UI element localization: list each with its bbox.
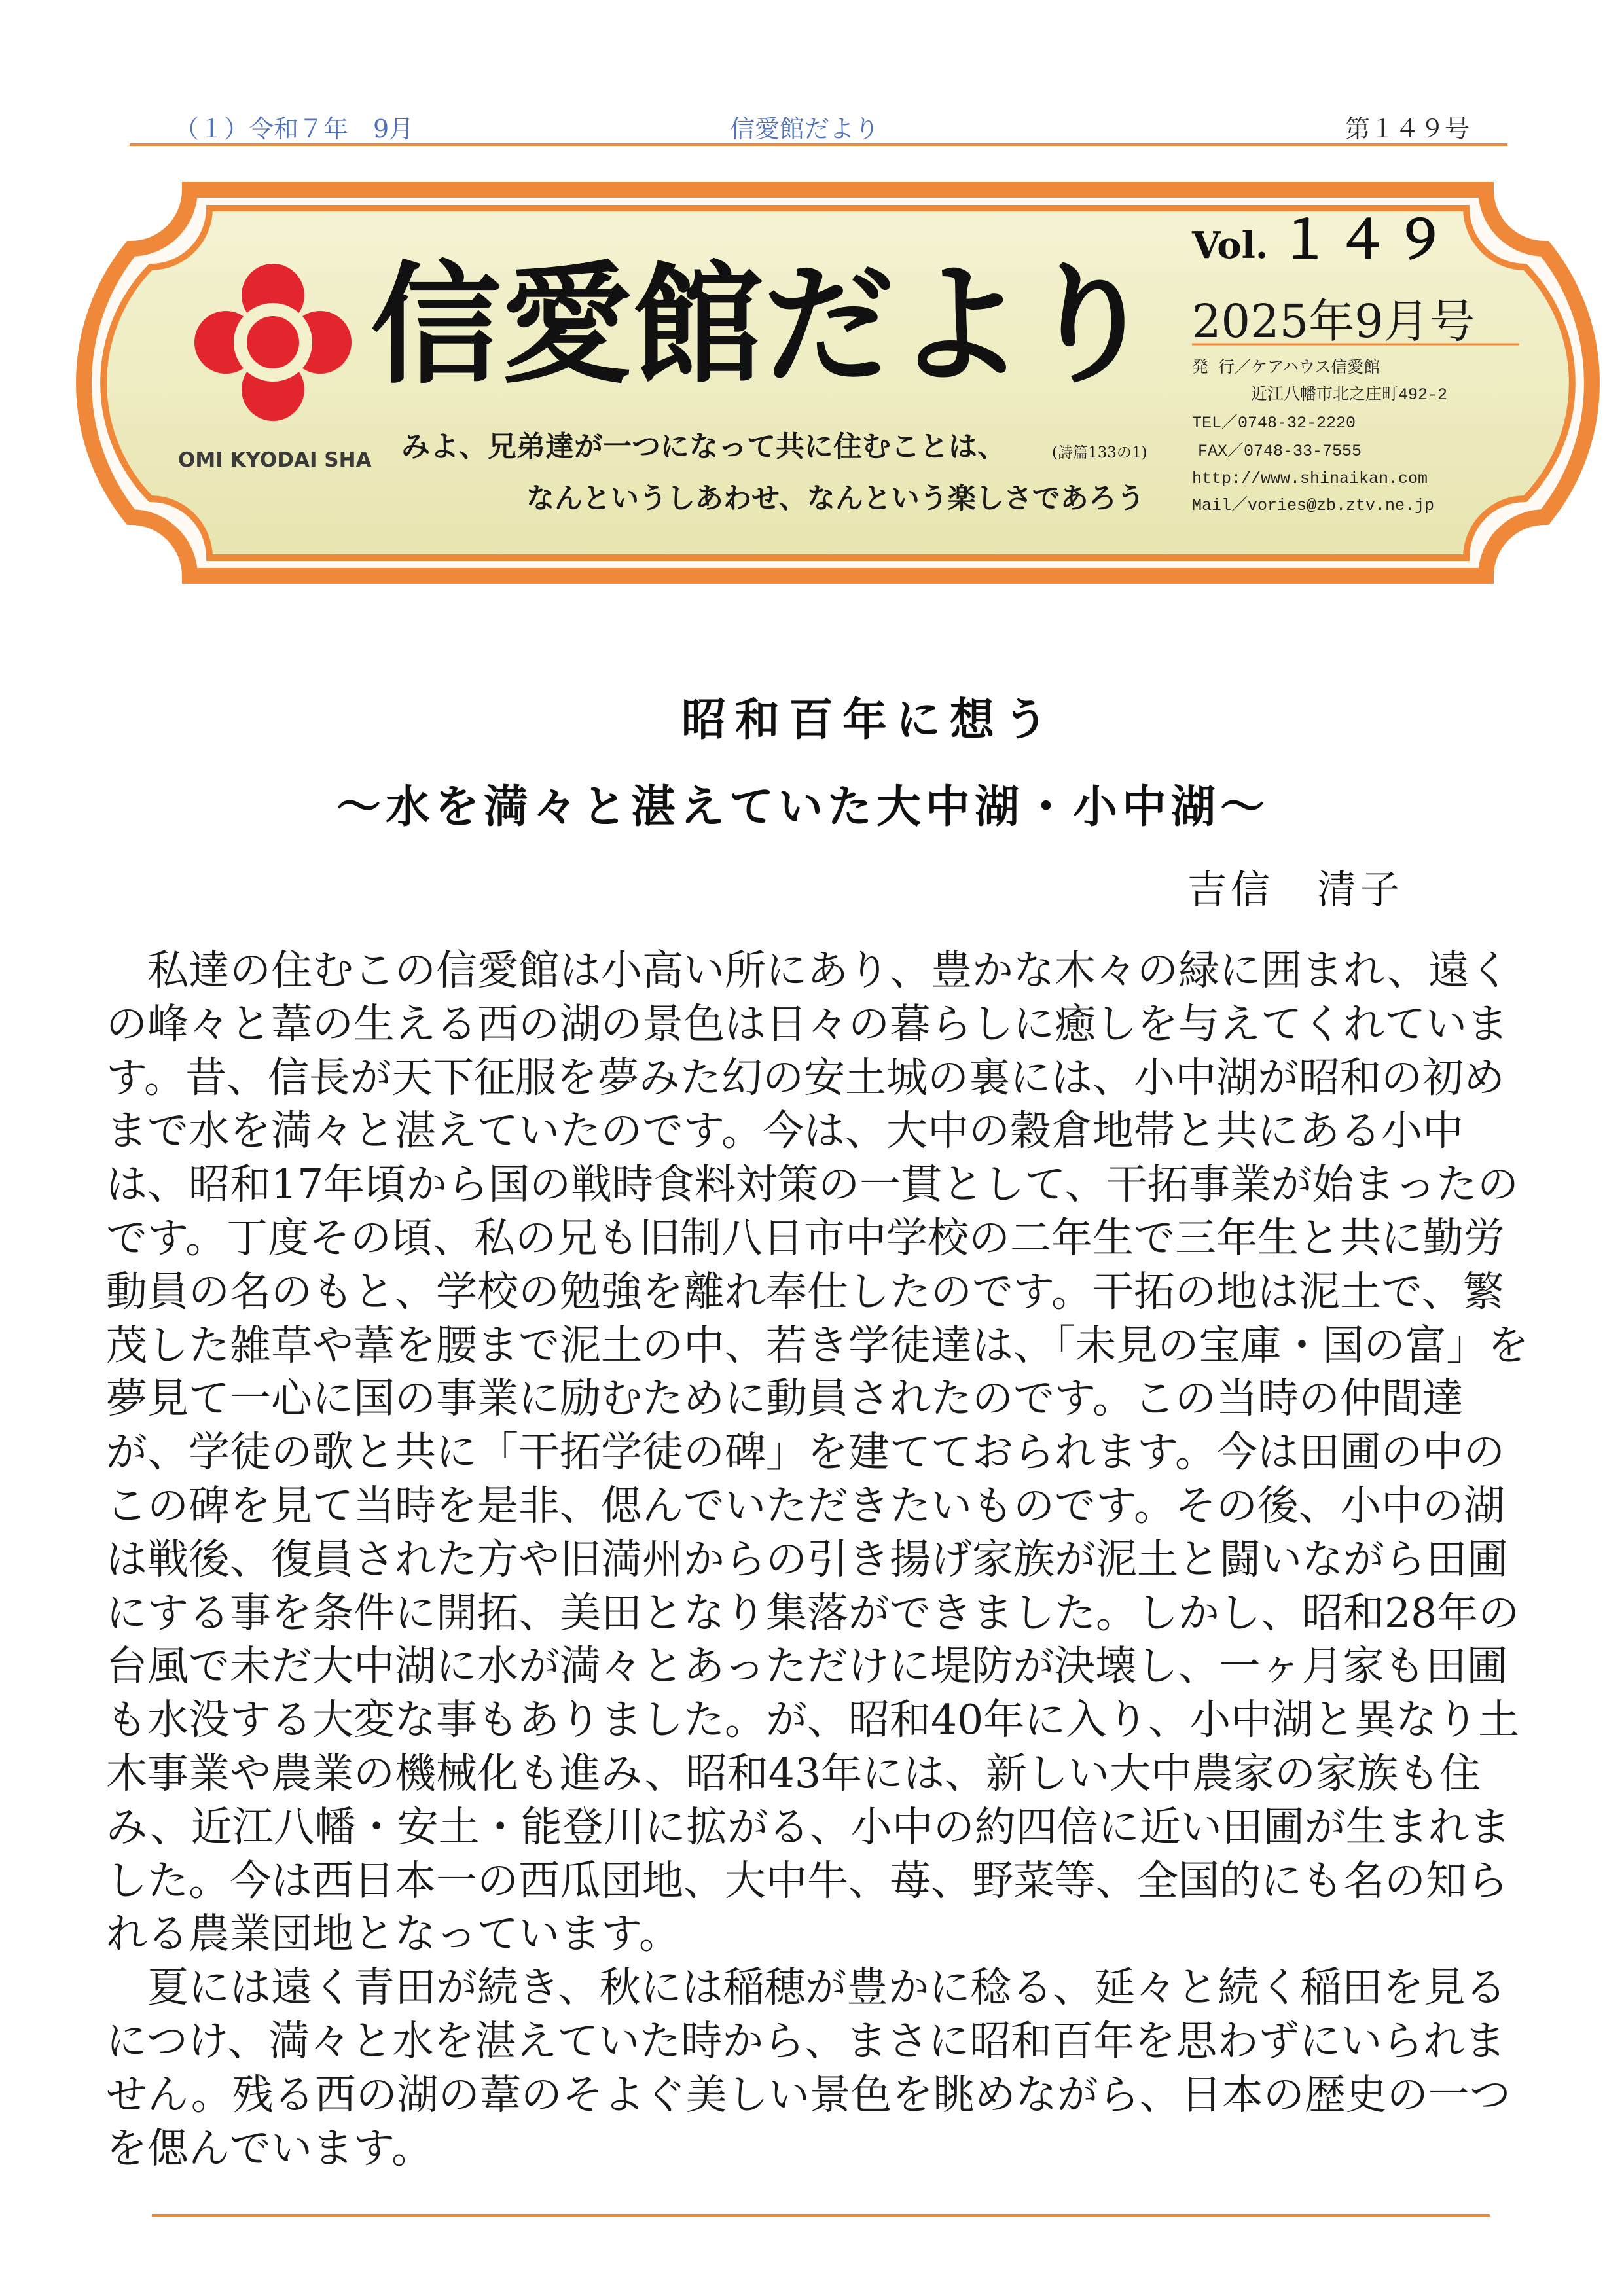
header-issue-number: 第１４９号 <box>1345 115 1470 143</box>
body-line: した。今は西日本一の西瓜団地、大中牛、苺、野菜等、全国的にも名の知ら <box>106 1856 1508 1905</box>
body-line: 私達の住むこの信愛館は小高い所にあり、豊かな木々の緑に囲まれ、遠く <box>106 946 1511 994</box>
article-title: 昭和百年に想う <box>681 694 1058 746</box>
website-url: http://www.shinaikan.com <box>1192 469 1428 488</box>
body-line: れる農業団地となっています。 <box>106 1910 680 1958</box>
body-line: は戦後、復員された方や旧満州からの引き揚げ家族が泥土と闘いながら田圃 <box>106 1535 1508 1583</box>
telephone: TEL／0748-32-2220 <box>1192 414 1356 433</box>
body-line: 台風で未だ大中湖に水が満々とあっただけに堤防が決壊し、一ヶ月家も田圃 <box>106 1642 1508 1691</box>
header-newsletter-name: 信愛館だより <box>730 115 880 143</box>
body-line: せん。残る西の湖の葦のそよぐ美しい景色を眺めながら、日本の歴史の一つ <box>106 2070 1511 2119</box>
address: 近江八幡市北之庄町492-2 <box>1251 386 1448 404</box>
logo-caption: OMI KYODAI SHA <box>178 448 372 472</box>
body-line: を偲んでいます。 <box>106 2124 433 2172</box>
email: Mail／vories@zb.ztv.ne.jp <box>1192 496 1435 515</box>
body-line: です。丁度その頃、私の兄も旧制八日市中学校の二年生で三年生と共に勤労 <box>106 1213 1505 1262</box>
volume-prefix: Vol. <box>1192 224 1269 267</box>
article-body <box>106 944 1529 2175</box>
body-line: は、昭和17年頃から国の戦時食料対策の一貫として、干拓事業が始まったの <box>106 1160 1519 1209</box>
volume-label <box>1192 209 1452 270</box>
verse-reference: (詩篇133の1) <box>1052 444 1147 461</box>
body-line: につけ、満々と水を湛えていた時から、まさに昭和百年を思わずにいられま <box>106 2017 1506 2065</box>
header-issue-date: （１）令和７年 9月 <box>174 115 414 143</box>
article-author: 吉信 清子 <box>1187 867 1403 913</box>
body-line: 木事業や農業の機械化も進み、昭和43年には、新しい大中農家の家族も住 <box>106 1749 1481 1797</box>
verse-line-1: みよ、兄弟達が一つになって共に住むことは、 <box>401 430 1006 463</box>
body-line: 夏には遠く青田が続き、秋には稲穂が豊かに稔る、延々と続く稲田を見る <box>106 1964 1507 2012</box>
verse-line-2: なんというしあわせ、なんという楽しさであろう <box>526 482 1145 515</box>
body-line: まで水を満々と湛えていたのです。今は、大中の穀倉地帯と共にある小中 <box>106 1107 1464 1155</box>
body-line: 茂した雑草や葦を腰まで泥土の中、若き学徒達は、「未見の宝庫・国の富」を <box>106 1321 1529 1369</box>
body-line: の峰々と葦の生える西の湖の景色は日々の暮らしに癒しを与えてくれていま <box>106 999 1508 1048</box>
body-line: この碑を見て当時を是非、偲んでいただきたいものです。その後、小中の湖 <box>106 1481 1505 1530</box>
body-line: 動員の名のもと、学校の勉強を離れ奉仕したのです。干拓の地は泥土で、繁 <box>106 1267 1504 1316</box>
body-line: が、学徒の歌と共に「干拓学徒の碑」を建てておられます。今は田圃の中の <box>106 1428 1505 1477</box>
body-line: 夢見て一心に国の事業に励むために動員されたのです。この当時の仲間達 <box>106 1374 1464 1423</box>
publisher: 発 行／ケアハウス信愛館 <box>1192 359 1380 378</box>
fax: FAX／0748-33-7555 <box>1198 442 1362 461</box>
footer-rule <box>152 2214 1490 2217</box>
body-line: す。昔、信長が天下征服を夢みた幻の安土城の裏には、小中湖が昭和の初め <box>106 1053 1505 1102</box>
body-line: み、近江八幡・安土・能登川に拡がる、小中の約四倍に近い田圃が生まれま <box>106 1803 1511 1851</box>
article-subtitle: ～水を満々と湛えていた大中湖・小中湖～ <box>336 781 1270 833</box>
body-line: にする事を条件に開拓、美田となり集落ができました。しかし、昭和28年の <box>106 1588 1520 1637</box>
body-line: も水没する大変な事もありました。が、昭和40年に入り、小中湖と異なり土 <box>106 1696 1520 1744</box>
issue-month: 2025年9月号 <box>1192 295 1475 348</box>
masthead-title: 信愛館だより <box>370 249 1157 402</box>
volume-number: １４９ <box>1278 209 1452 270</box>
